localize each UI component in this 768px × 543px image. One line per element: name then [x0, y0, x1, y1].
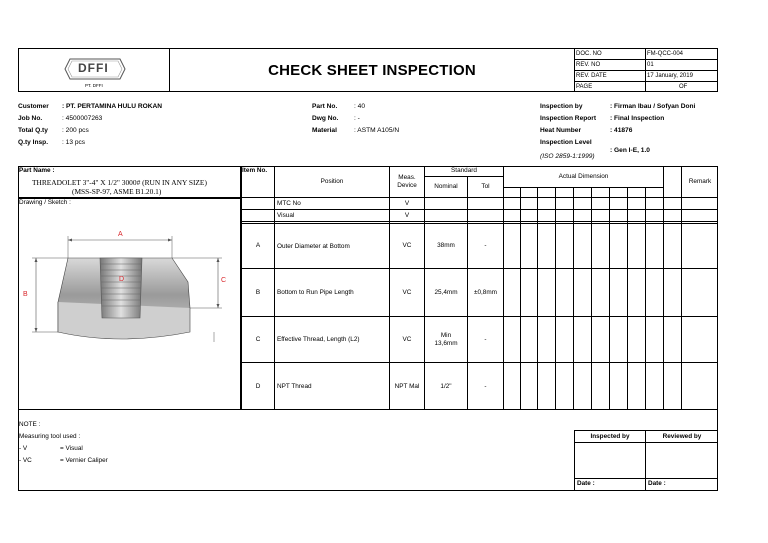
- rev-date-label: REV. DATE: [576, 73, 607, 79]
- dwg-no-value: : -: [354, 115, 360, 122]
- material-value: : ASTM A105/N: [354, 127, 400, 134]
- qty-insp-value: : 13 pcs: [62, 139, 86, 146]
- reviewed-by-label: Reviewed by: [662, 432, 702, 440]
- reviewed-date-label: Date :: [648, 480, 666, 487]
- row-b-device: VC: [402, 288, 412, 296]
- page-title: CHECK SHEET INSPECTION: [268, 61, 476, 79]
- inspection-level-value: : Gen I-E, 1.0: [610, 147, 650, 154]
- sketch-label-d: D: [119, 276, 125, 283]
- inspection-report-label: Inspection Report: [540, 115, 597, 122]
- dwg-no-label: Dwg No.: [312, 115, 339, 122]
- inspected-by-label: Inspected by: [590, 432, 630, 440]
- row-b-nominal: 25,4mm: [434, 288, 458, 296]
- row-d-item: D: [255, 382, 261, 390]
- part-name-label: Part Name :: [19, 167, 55, 174]
- col-item-no: Item No.: [242, 167, 268, 174]
- col-remark: Remark: [688, 177, 712, 185]
- col-tol: Tol: [481, 183, 490, 191]
- row-c-tol: -: [484, 335, 487, 343]
- part-name-line2: (MSS-SP-97, ASME B1.20.1): [72, 187, 162, 196]
- rev-no-label: REV. NO: [576, 62, 601, 68]
- inspection-by-label: Inspection by: [540, 103, 583, 110]
- total-qty-value: : 200 pcs: [62, 127, 89, 134]
- heat-number-label: Heat Number: [540, 127, 582, 134]
- row-c-position: Effective Thread, Length (L2): [277, 336, 360, 343]
- tool-v-key: - V: [19, 445, 28, 452]
- row-a-position: Outer Diameter at Bottom: [277, 242, 350, 250]
- col-nominal: Nominal: [434, 183, 458, 191]
- note-label: NOTE :: [19, 421, 41, 428]
- row-d-position: NPT Thread: [277, 383, 312, 390]
- job-no-label: Job No.: [18, 115, 43, 122]
- customer-label: Customer: [18, 103, 49, 110]
- page-label: PAGE: [576, 84, 593, 90]
- doc-no-label: DOC. NO: [576, 51, 602, 57]
- inspection-report-value: : Final Inspection: [610, 115, 665, 122]
- row-a-nominal: 38mm: [437, 242, 455, 250]
- rev-date-value: 17 January, 2019: [647, 73, 693, 79]
- col-position: Position: [320, 177, 344, 185]
- qty-insp-label: Q.ty Insp.: [18, 139, 49, 146]
- tool-vc-val: = Vernier Caliper: [60, 457, 108, 464]
- iso-standard: (ISO 2859-1:1999): [540, 153, 595, 160]
- part-name-line1: THREADOLET 3"-4" X 1/2" 3000# (RUN IN ANY SIZE): [32, 178, 207, 187]
- sketch-label-a: A: [118, 231, 123, 238]
- logo-caption: PT. DFFI: [85, 83, 103, 88]
- row-visual-position: Visual: [277, 212, 295, 219]
- tool-label: Measuring tool used :: [19, 433, 81, 440]
- col-meas-line2: Device: [397, 181, 417, 189]
- total-qty-label: Total Q.ty: [18, 127, 48, 134]
- customer-value: : PT. PERTAMINA HULU ROKAN: [62, 103, 162, 110]
- col-meas-line1: Meas.: [398, 174, 416, 182]
- threadolet-sketch: [18, 222, 240, 342]
- col-actual: Actual Dimension: [558, 172, 609, 180]
- drawing-label: Drawing / Sketch :: [19, 199, 71, 206]
- row-mtc-position: MTC No: [277, 200, 301, 207]
- heat-number-value: : 41876: [610, 127, 633, 134]
- rev-no-value: 01: [647, 62, 654, 68]
- row-d-nominal: 1/2": [440, 382, 452, 390]
- inspection-level-label: Inspection Level: [540, 139, 592, 146]
- material-label: Material: [312, 127, 337, 134]
- row-a-tol: -: [484, 242, 487, 250]
- row-d-device: NPT Mal: [394, 382, 420, 390]
- row-c-device: VC: [402, 335, 412, 343]
- sketch-label-c: C: [221, 277, 227, 284]
- row-d-tol: -: [484, 382, 487, 390]
- col-standard: Standard: [451, 167, 477, 175]
- col-meas: [390, 166, 424, 197]
- job-no-value: : 4500007263: [62, 115, 103, 122]
- row-c-nominal: Min 13,6mm: [434, 332, 458, 347]
- sketch-label-b: B: [23, 291, 28, 298]
- inspected-date-label: Date :: [577, 480, 595, 487]
- row-b-item: B: [255, 288, 261, 296]
- logo-text: DFFI: [78, 61, 109, 75]
- part-no-label: Part No.: [312, 103, 338, 110]
- row-mtc-device: V: [404, 199, 410, 207]
- inspection-by-value: : Firman Ibau / Sofyan Doni: [610, 103, 696, 110]
- tool-vc-key: - VC: [19, 457, 32, 464]
- row-visual-device: V: [404, 211, 410, 219]
- part-no-value: : 40: [354, 103, 365, 110]
- row-b-position: Bottom to Run Pipe Length: [277, 289, 354, 296]
- row-c-item: C: [255, 335, 261, 343]
- row-a-device: VC: [402, 242, 412, 250]
- doc-no-value: FM-QCC-004: [647, 51, 684, 57]
- row-b-tol: ±0,8mm: [473, 288, 498, 296]
- page-value: OF: [679, 84, 688, 90]
- row-a-item: A: [255, 242, 261, 250]
- tool-v-val: = Visual: [60, 445, 83, 452]
